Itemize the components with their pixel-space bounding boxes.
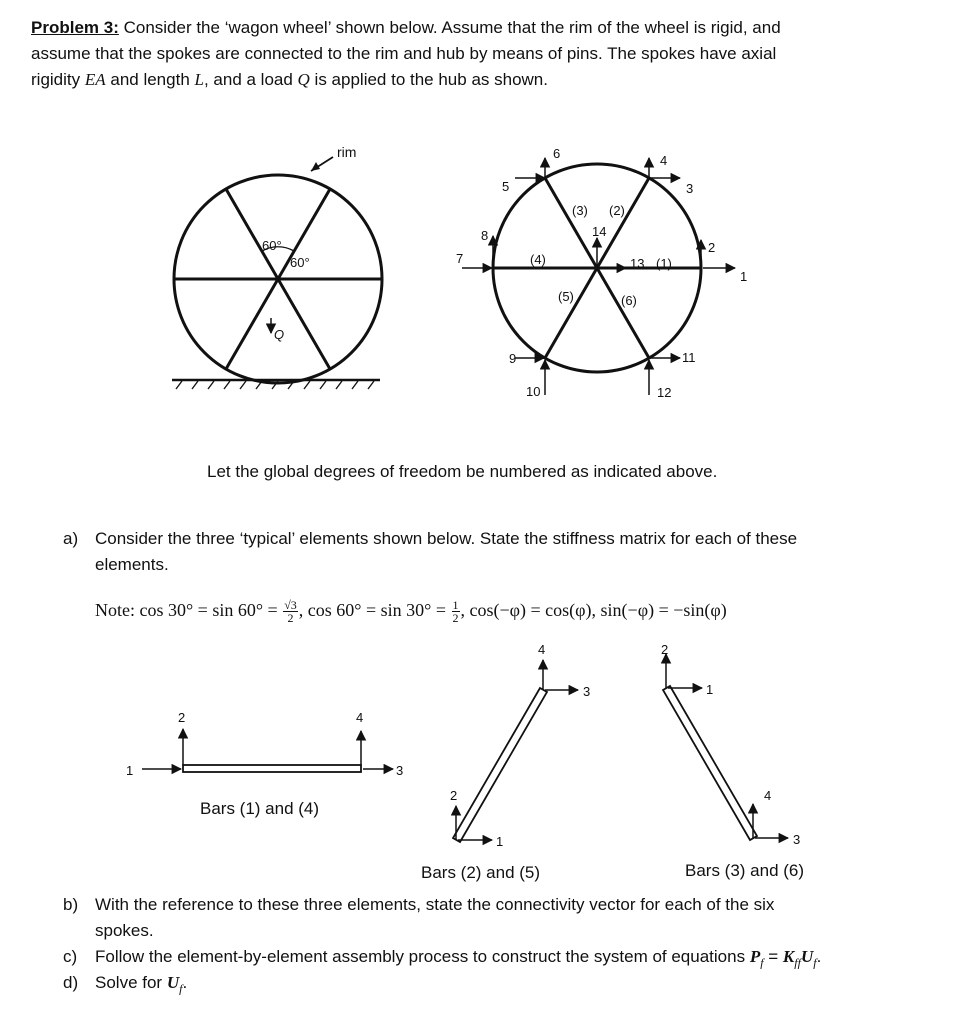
trig-note: Note: cos 30° = sin 60° = $\frac{√3}{2}$ , cos 60° = sin 30° = $\frac{1}{2}$ , cos(−φ) = cos(φ), sin(−φ) = −sin(φ) xyxy=(95,598,727,626)
dof-label-2: 2 xyxy=(708,240,716,255)
part-a-line-1: Consider the three ‘typical’ elements shown below. State the stiffness matrix for each of these xyxy=(95,529,798,548)
element-horizontal-bar xyxy=(183,765,361,772)
dof-label-12: 12 xyxy=(657,385,672,400)
element-horizontal xyxy=(126,710,403,778)
element1-dof-4: 4 xyxy=(356,710,364,725)
global-dof-note: Let the global degrees of freedom be numbered as indicated above. xyxy=(207,462,718,481)
element-inclined-down-bar xyxy=(663,686,757,840)
element2-dof-2: 2 xyxy=(450,788,458,803)
bar-label-4: (4) xyxy=(530,252,546,267)
part-a-line-2: elements. xyxy=(95,555,169,574)
dof-label-14: 14 xyxy=(592,224,607,239)
dof-label-10: 10 xyxy=(526,384,541,399)
dof-label-9: 9 xyxy=(509,351,517,366)
load-label: Q xyxy=(274,327,285,342)
bar-label-5: (5) xyxy=(558,289,574,304)
element3-dof-3: 3 xyxy=(793,832,801,847)
element3-dof-4: 4 xyxy=(764,788,772,803)
element3-dof-2: 2 xyxy=(661,642,669,657)
part-c-marker: c) xyxy=(63,947,78,966)
dof-figure xyxy=(456,146,747,400)
element2-dof-1: 1 xyxy=(496,834,504,849)
part-d-text: Solve for $U_f$. xyxy=(95,973,188,996)
element-inclined-down xyxy=(661,642,800,847)
element1-dof-3: 3 xyxy=(396,763,404,778)
fraction-1-over-2: $\frac{1}{2}$ xyxy=(452,598,459,626)
bar-label-3: (3) xyxy=(572,203,588,218)
wheel-figure xyxy=(172,144,382,389)
bar-label-6: (6) xyxy=(621,293,637,308)
element1-dof-1: 1 xyxy=(126,763,134,778)
part-c-text: Follow the element-by-element assembly process to construct the system of equations $P_f = K_{ff}U_f$. xyxy=(95,947,822,970)
dof-label-11: 11 xyxy=(682,350,696,365)
dof-label-4: 4 xyxy=(660,153,668,168)
caption-bars-2-5: Bars (2) and (5) xyxy=(421,863,541,882)
element-inclined-up-bar xyxy=(453,688,547,842)
rim-label: rim xyxy=(337,144,357,160)
bar-label-2: (2) xyxy=(609,203,625,218)
problem-label: Problem 3: xyxy=(31,18,119,37)
part-d-marker: d) xyxy=(63,973,79,992)
angle-label-2: 60° xyxy=(290,255,310,270)
dof-label-7: 7 xyxy=(456,251,464,266)
fraction-sqrt3-over-2: $\frac{√3}{2}$ xyxy=(284,598,297,626)
element3-dof-1: 1 xyxy=(706,682,714,697)
element1-dof-2: 2 xyxy=(178,710,186,725)
dof-label-5: 5 xyxy=(502,179,510,194)
problem-line-2: assume that the spokes are connected to the rim and hub by means of pins. The spokes have axial xyxy=(31,44,777,63)
dof-label-3: 3 xyxy=(686,181,694,196)
part-a-marker: a) xyxy=(63,529,79,548)
problem-line-1: Problem 3: Consider the ‘wagon wheel’ shown below. Assume that the rim of the wheel is rigid, and xyxy=(31,18,781,37)
part-b-line-1: With the reference to these three elements, state the connectivity vector for each of the six xyxy=(95,895,775,914)
bar-label-1: (1) xyxy=(656,256,672,271)
part-b-marker: b) xyxy=(63,895,79,914)
dof-label-13: 13 xyxy=(630,256,645,271)
caption-bars-1-4: Bars (1) and (4) xyxy=(200,799,320,818)
element2-dof-3: 3 xyxy=(583,684,591,699)
angle-label-1: 60° xyxy=(262,238,282,253)
dof-label-6: 6 xyxy=(553,146,561,161)
problem-line-3: rigidity EA and length L, and a load Q is applied to the hub as shown. xyxy=(31,70,548,89)
dof-label-8: 8 xyxy=(481,228,489,243)
part-b-line-2: spokes. xyxy=(95,921,154,940)
caption-bars-3-6: Bars (3) and (6) xyxy=(685,861,805,880)
element-inclined-up xyxy=(450,642,590,849)
element2-dof-4: 4 xyxy=(538,642,546,657)
dof-label-1: 1 xyxy=(740,269,748,284)
